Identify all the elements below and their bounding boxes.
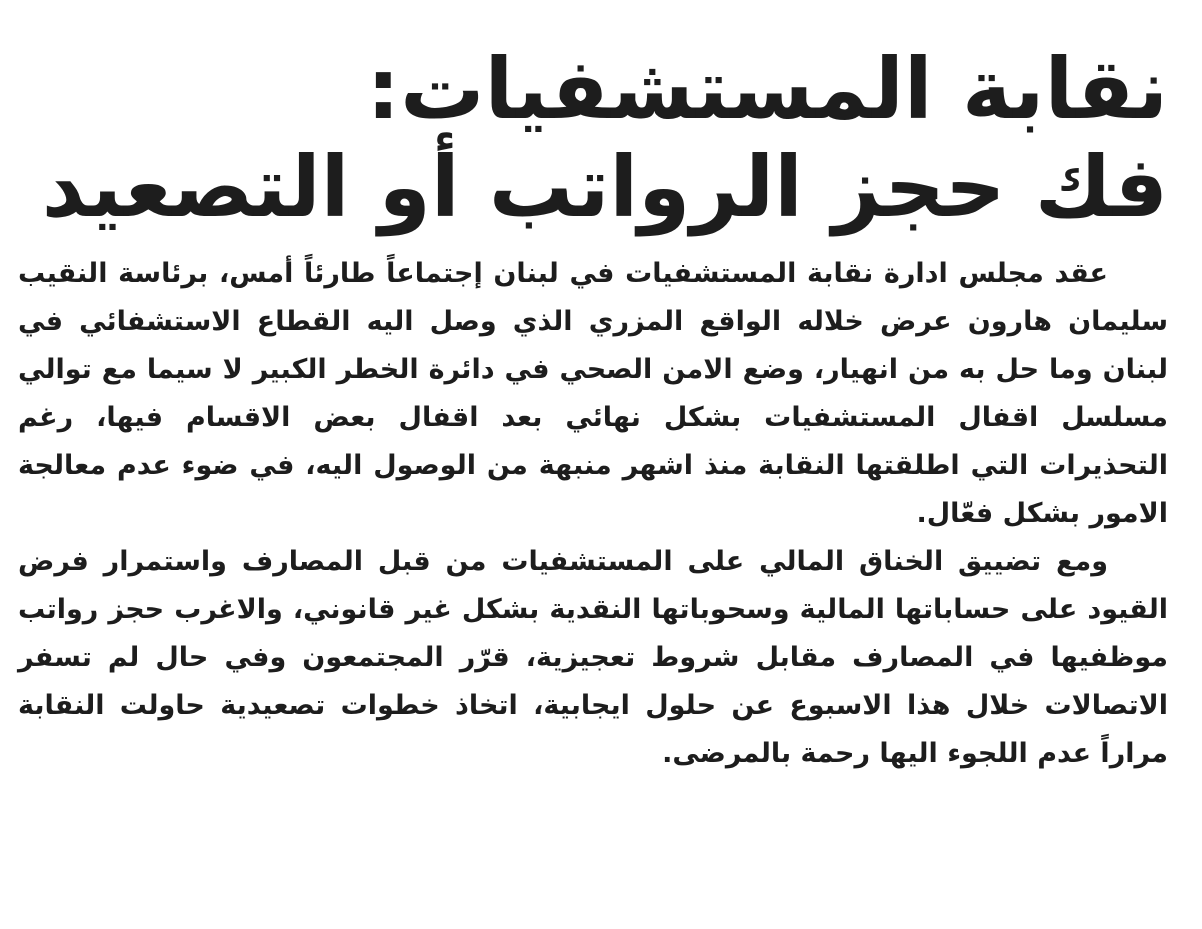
article-headline [18,40,1168,236]
body-paragraph-1: عقد مجلس ادارة نقابة المستشفيات في لبنان إجتماعاً طارئاً أمس، برئاسة النقيب سليمان هارون عرض خلاله الواقع المزري الذي وصل اليه القطاع الاستشفائي في لبنان وما حل به من انهيار، وضع الامن الصحي في دائرة الخطر الكبير لا سيما مع توالي مسلسل اقفال المستشفيات بشكل نهائي بعد اقفال بعض الاقسام فيها، رغم التحذيرات التي اطلقتها النقابة منذ اشهر منبهة من الوصول اليه، في ضوء عدم معالجة الامور بشكل فعّال. [18,258,1168,529]
article-body [18,250,1168,778]
news-article [18,40,1168,909]
headline-line-2: فك حجز الرواتب أو التصعيد [41,138,1168,236]
body-paragraph-2: ومع تضييق الخناق المالي على المستشفيات من قبل المصارف واستمرار فرض القيود على حساباتها المالية وسحوباتها النقدية بشكل غير قانوني، والاغرب حجز رواتب موظفيها في المصارف مقابل شروط تعجيزية، قرّر المجتمعون وفي حال لم تسفر الاتصالات خلال هذا الاسبوع عن حلول ايجابية، اتخاذ خطوات تصعيدية حاولت النقابة مراراً عدم اللجوء اليها رحمة بالمرضى. [18,546,1168,769]
headline-line-1: نقابة المستشفيات: [366,40,1168,138]
